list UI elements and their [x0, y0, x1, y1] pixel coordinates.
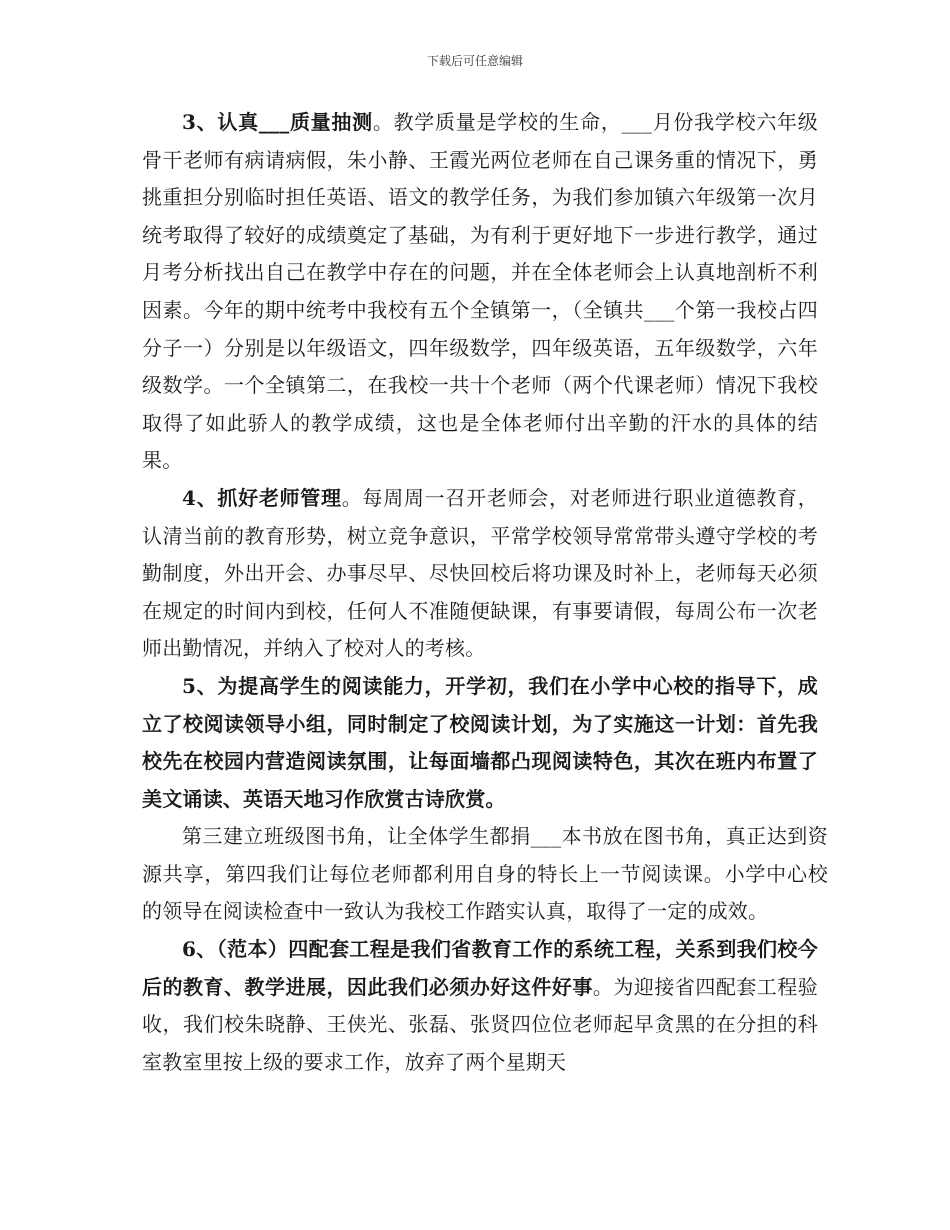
- paragraph-4-text: 。每周周一召开老师会，对老师进行职业道德教育，认清当前的教育形势，树立竞争意识，平常学校领导常常带头遵守学校的考勤制度，外出开会、办事尽早、尽快回校后将功课及时补上，老师每天必须在规定的时间内到校，任何人不准随便缺课，有事要请假，每周公布一次老师出勤情况，并纳入了校对人的考核。: [142, 485, 818, 661]
- paragraph-6-heading: 6、（范本）四配套工程是我们省教育工作的系统工程，关系到我们校今后的教育、教学进展，因此我们必须办好这件好事: [142, 937, 818, 999]
- paragraph-6-text: 。为迎接省四配套工程验收，我们校朱晓静、王侠光、张磊、张贤四位位老师起早贪黑的在分担的科室教室里按上级的要求工作，放弃了两个星期天: [142, 974, 818, 1074]
- paragraph-3-text: 。教学质量是学校的生命，___月份我学校六年级骨干老师有病请病假，朱小静、王霞光两位老师在自己课务重的情况下，勇挑重担分别临时担任英语、语文的教学任务，为我们参加镇六年级第一次月统考取得了较好的成绩奠定了基础，为有利于更好地下一步进行教学，通过月考分析找出自己在教学中存在的问题，并在全体老师会上认真地剖析不利因素。今年的期中统考中我校有五个全镇第一，（全镇共___个第一我校占四分子一）分别是以年级语文，四年级数学，四年级英语，五年级数学，六年级数学。一个全镇第二，在我校一共十个老师（两个代课老师）情况下我校取得了如此骄人的教学成绩，这也是全体老师付出辛勤的汗水的具体的结果。: [142, 110, 818, 473]
- paragraph-3-heading: 3、认真___质量抽测: [182, 110, 373, 134]
- page-header: 下载后可任意编辑: [426, 54, 523, 68]
- paragraph-6: [142, 931, 818, 1081]
- paragraph-4-heading: 4、抓好老师管理: [182, 485, 342, 510]
- paragraph-5: 5、为提高学生的阅读能力，开学初，我们在小学中心校的指导下，成立了校阅读领导小组，同时制定了校阅读计划，为了实施这一计划：首先我校先在校园内营造阅读氛围，让每面墙都凸现阅读特色，其次在班内布置了美文诵读、英语天地习作欣赏古诗欣赏。: [142, 673, 818, 811]
- document-body: [142, 104, 828, 1081]
- paragraph-5-continued: 第三建立班级图书角，让全体学生都捐___本书放在图书角，真正达到资源共享，第四我们让每位老师都利用自身的特长上一节阅读课。小学中心校的领导在阅读检查中一致认为我校工作踏实认真，取得了一定的成效。: [142, 824, 828, 924]
- paragraph-3: [142, 104, 818, 480]
- paragraph-4: [142, 480, 818, 668]
